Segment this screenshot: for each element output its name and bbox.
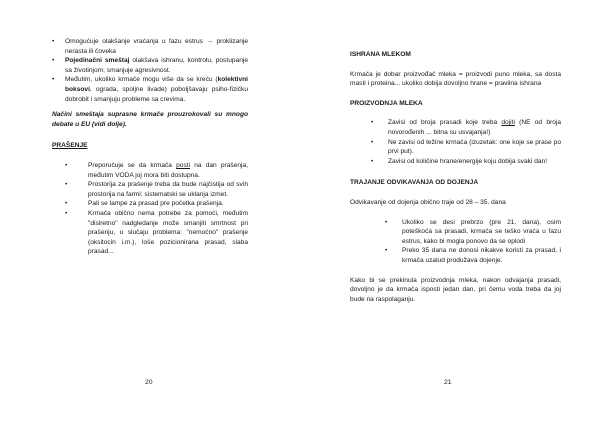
bullet-icon: • <box>371 157 374 165</box>
list-item: • Krmača obično nema potrebe za pomoći, međutim "dislretno" nadgledanje može smanjiti smrtnost pri prašenju, u slučaju problema: "nemoćno" prašenje (oksitocin i.m.), loše pozicionirana prasad, slaba prasad... <box>65 209 248 256</box>
bullet-icon: • <box>371 119 374 127</box>
weaning-bullet-list <box>350 218 561 266</box>
bullet-icon: • <box>371 138 374 146</box>
list-item: • Preko 35 dana ne donosi nikakve koristi za prasad, i krmača uzalud produžava dojenje. <box>385 247 561 264</box>
page-number: 21 <box>444 379 452 386</box>
list-item: • Omogućuje olakšanje vraćanja u fazu estrus → proklizanje nerasta ili čoveka <box>52 38 248 55</box>
list-item: • Prostorija za prašenje treba da bude najčistija od svih prostorija na farmi: sistematski se uklanja izmet. <box>65 181 248 198</box>
paragraph: Krmača je dobar proizvođač mleka = proizvodi puno mleka, sa dosta masti i proteina... ukoliko dobija dovoljno hrane = pravilna ishrana <box>350 70 561 88</box>
heading-ishrana-mlekom: ISHRANA MLEKOM <box>350 51 411 58</box>
bullet-icon: • <box>65 209 68 217</box>
list-item: • Zavisi od broja prasadi koje treba dojiti (NE od broja novorođenih ... bitna su usvajanja!) <box>371 119 561 136</box>
bullet-icon: • <box>65 200 68 208</box>
right-page <box>300 0 600 425</box>
bullet-icon: • <box>52 57 55 65</box>
milk-bullet-list <box>350 118 561 166</box>
list-item: • Preporučuje se da krmača posti na dan prašenja, međutim VODA joj mora biti dostupna. <box>65 161 248 179</box>
top-bullet-list <box>52 37 248 104</box>
right-column <box>350 50 561 304</box>
bullet-icon: • <box>65 161 68 169</box>
paragraph: Kako bi se prekinula proizvodnja mleka, nakon odvajanja prasadi, dovoljno je da krmača isposti jedan dan, pri čemu voda treba da joj bude na raspolaganju. <box>350 276 561 303</box>
list-item: • Ne zavisi od težine krmača (izuzetak: one koje se prase po prvi put). <box>371 138 561 156</box>
left-column <box>52 37 248 257</box>
list-item: • Međutim, ukoliko krmače mogu više da se kreću (kolektivni boksovi, ograda, spoljne livade) poboljšavaju psiho-fizičku dobrobit i smanjuju probleme sa crevima. <box>52 76 248 103</box>
list-item: • Pali se lampe za prasad pre početka prašenja. <box>65 200 224 208</box>
section-heading-prasenje: PRAŠENJE <box>52 142 88 150</box>
prasenje-bullet-list <box>52 161 248 257</box>
bullet-icon: • <box>65 181 68 189</box>
list-item: • Pojedinačni smeštaj olakšava ishranu, kontrolu, postupanje sa životinjom; smanjuje agresivnost. <box>52 57 248 74</box>
italic-note: Načini smeštaja suprasne krmače prouzrokovali su mnogo debate u EU (vidi dolje). <box>52 111 248 128</box>
page-number: 20 <box>145 379 153 386</box>
bullet-icon: • <box>52 76 55 84</box>
heading-proizvodnja-mleka: PROIZVODNJA MLEKA <box>350 99 423 107</box>
bullet-icon: • <box>52 38 55 45</box>
bullet-icon: • <box>385 218 388 226</box>
heading-trajanje-odvikavanja: TRAJANJE ODVIKAVANJA OD DOJENJA <box>350 179 479 187</box>
list-item: • Zavisi od količine hrane/energije koju dobija svaki dan! <box>371 157 548 165</box>
list-item: • Ukoliko se desi prebrzo (pre 21. dana), osim poteškoća sa prasadi, krmača se teško vraća u fazu estrus, kako bi mogla ponovo da se oplodi <box>385 218 561 245</box>
paragraph: Odvikavanje od dojenja obično traje od 28 – 35. dana <box>350 198 506 206</box>
bullet-icon: • <box>385 247 388 255</box>
